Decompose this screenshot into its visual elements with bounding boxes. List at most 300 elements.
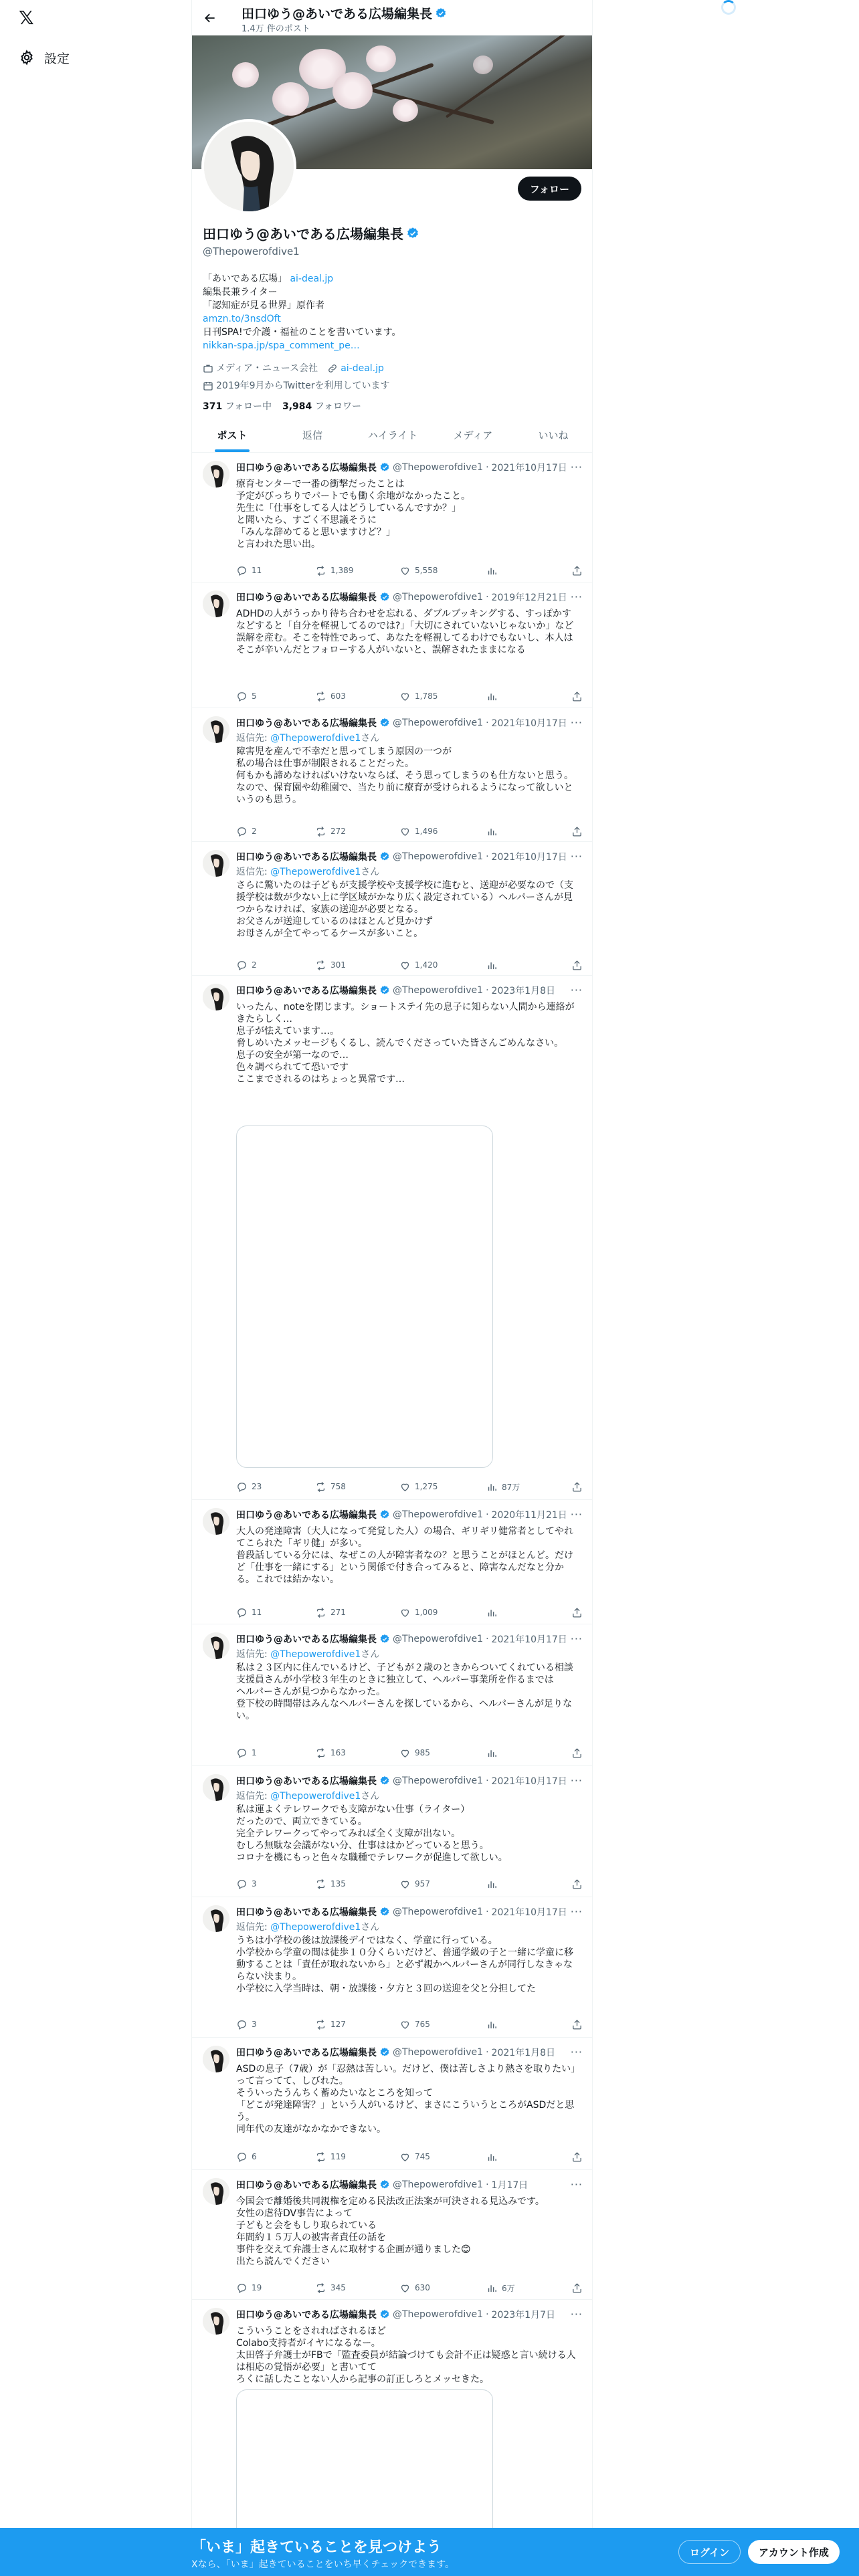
avatar-illustration [203,461,229,488]
avatar-illustration [203,2178,229,2205]
reply-suffix: さん [361,1922,380,1933]
more-options-icon[interactable]: ··· [570,2178,583,2191]
reply-button[interactable] [236,2151,315,2163]
retweet-button[interactable] [315,2019,399,2030]
tab-likes[interactable]: いいね [538,429,569,441]
reply-to-handle[interactable]: @Thepowerofdive1 [270,1791,361,1802]
tab-posts[interactable]: ポスト [192,417,272,452]
bio-link[interactable]: ai-deal.jp [290,274,334,284]
reply-button[interactable] [236,1747,315,1759]
reply-button[interactable] [236,691,315,702]
reply-context [236,1647,379,1660]
left-nav [0,0,191,2576]
tweet-avatar[interactable] [203,850,229,877]
profile-name: 田口ゆう@あいである広場編集長 [203,226,403,242]
tweet-author-handle[interactable]: @Thepowerofdive1 [393,2179,484,2190]
follow-button[interactable]: フォロー [518,177,581,201]
reply-button[interactable] [236,1879,315,1890]
tweet-avatar[interactable] [203,984,229,1010]
heart-icon [399,1747,411,1759]
avatar-illustration [203,591,229,617]
tweet-date[interactable]: 1月17日 [491,2180,529,2191]
reply-to-handle[interactable]: @Thepowerofdive1 [270,733,361,744]
heart-icon [399,1481,411,1493]
tweet-author-name[interactable]: 田口ゆう@あいである広場編集長 [236,2310,377,2321]
reply-icon [236,2151,248,2163]
like-button[interactable] [399,2282,486,2294]
more-options-icon[interactable]: ··· [570,2308,583,2321]
retweet-button[interactable] [315,565,399,576]
avatar-illustration [203,1905,229,1932]
tweet[interactable] [192,976,593,1500]
tweet-author-handle[interactable]: @Thepowerofdive1 [393,2309,484,2320]
analytics-icon [486,691,498,702]
header-post-count: 1.4万 件のポスト [242,24,310,34]
following-count: 371 [203,401,223,412]
signup-banner [0,2528,859,2576]
reply-count: 3 [252,1879,257,1889]
share-icon [571,691,583,702]
tweet-avatar[interactable] [203,461,229,488]
heart-icon [399,1607,411,1618]
reply-icon [236,691,248,702]
retweet-button[interactable] [315,691,399,702]
nav-settings[interactable] [19,47,70,68]
tweet-date[interactable]: 2021年10月17日 [491,718,567,729]
like-button[interactable] [399,1607,486,1618]
views-button[interactable] [486,826,565,837]
avatar-illustration [203,716,229,743]
like-count: 1,785 [415,691,438,701]
profile-website[interactable]: ai-deal.jp [341,363,384,374]
reply-button[interactable] [236,960,315,971]
profile-header-bar [192,0,593,35]
views-button[interactable] [486,1747,565,1759]
more-options-icon[interactable]: ··· [570,1508,583,1521]
tweet[interactable] [192,453,593,582]
tweet-author-handle[interactable]: @Thepowerofdive1 [393,851,484,862]
reply-count: 2 [252,960,257,970]
share-button[interactable] [571,826,583,837]
avatar-illustration [203,1632,229,1659]
share-icon [571,1747,583,1759]
tweet-header [236,984,583,997]
retweet-count: 345 [330,2283,346,2292]
tweet-actions [236,2018,583,2031]
followers-link[interactable] [282,399,361,413]
tweet[interactable] [192,582,593,708]
tweet-author-name[interactable]: 田口ゆう@あいである広場編集長 [236,1907,377,1918]
header-title: 田口ゆう@あいである広場編集長 [242,7,433,21]
tweet-author-handle[interactable]: @Thepowerofdive1 [393,592,484,603]
tweet-date[interactable]: 2020年11月21日 [491,1510,567,1521]
tweet-author-name[interactable]: 田口ゆう@あいである広場編集長 [236,593,377,603]
views-button[interactable] [486,1879,565,1890]
tweet[interactable] [192,1766,593,1897]
tweet[interactable] [192,842,593,976]
retweet-button[interactable] [315,826,399,837]
heart-icon [399,2282,411,2294]
tweet-header [236,1632,583,1646]
retweet-button[interactable] [315,1747,399,1759]
retweet-icon [315,2282,326,2294]
more-options-icon[interactable]: ··· [570,1774,583,1787]
share-button[interactable] [571,2282,583,2294]
retweet-icon [315,1879,326,1890]
back-button[interactable] [201,9,219,27]
tweet-header [236,716,583,730]
tweet-text: 療育センターで一番の衝撃だったことは 予定がびっちりでパートでも働く余地がなかったこと。 先生に「仕事をしてる人はどうしているんですか？」 と聞いたら、すごく不思議そうに 「みんな辞めてると思いますけど？」 と言われた思い出。 [236,479,470,550]
retweet-button[interactable] [315,2151,399,2163]
analytics-icon [486,2282,498,2294]
tweet-author-handle[interactable]: @Thepowerofdive1 [393,1509,484,1520]
tweet-author-handle[interactable]: @Thepowerofdive1 [393,462,484,473]
reply-suffix: さん [361,1791,380,1802]
share-button[interactable] [571,1481,583,1493]
bio-link[interactable]: amzn.to/3nsdOft [203,314,281,324]
heart-icon [399,1879,411,1890]
tweet[interactable] [192,1624,593,1766]
signup-button[interactable]: アカウント作成 [748,2540,840,2564]
share-button[interactable] [571,565,583,576]
views-button[interactable] [486,1607,565,1618]
share-button[interactable] [571,2151,583,2163]
signup-banner-subtitle: Xなら、「いま」起きていることをいち早くチェックできます。 [191,2559,455,2570]
more-options-icon[interactable]: ··· [570,984,583,996]
login-button[interactable]: ログイン [678,2540,741,2564]
like-button[interactable] [399,1747,486,1759]
tweet-author-name[interactable]: 田口ゆう@あいである広場編集長 [236,718,377,729]
reply-context [236,865,379,878]
reply-button[interactable] [236,1481,315,1493]
reply-count: 3 [252,2020,257,2029]
tweet-actions [236,958,583,972]
reply-icon [236,960,248,971]
tweet-avatar[interactable] [203,591,229,617]
retweet-count: 127 [330,2020,346,2029]
analytics-icon [486,1879,498,1890]
retweet-icon [315,691,326,702]
reply-context [236,1920,379,1933]
tweet-avatar[interactable] [203,2308,229,2335]
like-button[interactable] [399,691,486,702]
heart-icon [399,960,411,971]
reply-context [236,731,379,744]
profile-avatar[interactable] [201,119,296,214]
views-button[interactable] [486,2282,565,2294]
verified-badge-icon [379,1776,390,1786]
share-icon [571,2282,583,2294]
share-icon [571,1481,583,1493]
tweet-date[interactable]: 2021年10月17日 [491,1776,567,1787]
share-icon [571,1607,583,1618]
tweet-author-handle[interactable]: @Thepowerofdive1 [393,1907,484,1917]
tweet-avatar[interactable] [203,1508,229,1535]
reply-button[interactable] [236,1607,315,1618]
tweet-date[interactable]: 2023年1月7日 [491,2310,555,2321]
like-count: 745 [415,2152,430,2161]
profile-column [191,0,593,2576]
tweet-header [236,1905,583,1919]
retweet-icon [315,2019,326,2030]
tweet-author-name[interactable]: 田口ゆう@あいである広場編集長 [236,1510,377,1521]
reply-prefix: 返信先: [236,1649,268,1660]
reply-button[interactable] [236,2282,315,2294]
tweet-header [236,2308,583,2321]
analytics-icon [486,1481,498,1493]
retweet-button[interactable] [315,1879,399,1890]
tweet-author-name[interactable]: 田口ゆう@あいである広場編集長 [236,986,377,996]
tweet-actions [236,1606,583,1619]
tweet-author-name[interactable]: 田口ゆう@あいである広場編集長 [236,463,377,473]
link-icon [327,363,338,374]
reply-button[interactable] [236,2019,315,2030]
reply-icon [236,1747,248,1759]
tweet-text: 障害児を産んで不幸だと思ってしまう原因の一つが 私の場合は仕事が制限されることだった。 何もかも諦めなければいけないならば、そう思ってしまうのも仕方ないと思う。 なので、保育園や幼稚園で、当たり前に療育が受けられるようになって欲しいというのも思う。 [236,746,573,805]
following-link[interactable] [203,399,272,413]
verified-badge-icon [379,718,390,728]
reply-count: 1 [252,1748,257,1757]
like-button[interactable] [399,2151,486,2163]
like-button[interactable] [399,1481,486,1493]
heart-icon [399,2151,411,2163]
like-button[interactable] [399,565,486,576]
tweet-actions [236,2281,583,2294]
like-button[interactable] [399,2019,486,2030]
reply-suffix: さん [361,1649,380,1660]
avatar-illustration [203,1508,229,1535]
tab-highlights[interactable]: ハイライト [367,429,418,441]
views-button[interactable] [486,960,565,971]
reply-count: 23 [252,1482,262,1491]
separator-dot: · [486,2309,489,2320]
more-options-icon[interactable]: ··· [570,850,583,863]
following-label: フォロー中 [225,401,272,412]
like-count: 1,009 [415,1608,438,1617]
tweet-author-handle[interactable]: @Thepowerofdive1 [393,1634,484,1644]
tweet-author-name[interactable]: 田口ゆう@あいである広場編集長 [236,2180,377,2191]
profile-category: メディア・ニュース会社 [216,363,318,374]
profile-tabs [192,417,593,453]
tweet-media-card[interactable] [236,1125,493,1468]
more-options-icon[interactable]: ··· [570,1905,583,1918]
like-count: 1,496 [415,827,438,836]
share-button[interactable] [571,1607,583,1618]
tweet-actions [236,2150,583,2163]
verified-badge-icon [379,851,390,862]
tweet-date[interactable]: 2023年1月8日 [491,986,555,996]
tweet-text: うちは小学校の後は放課後デイではなく、学童に行っている。 小学校から学童の間は徒歩１０分くらいだけど、普通学級の子と一緒に学童に移動することは「責任が取れないから」と必ず親かヘルパーさんが同行しなきゃならない決まり。 小学校に入学当時は、朝・放課後・夕方と３回の送迎を父と分担してた [236,1935,573,1994]
tweet-date[interactable]: 2021年10月17日 [491,1634,567,1645]
reply-icon [236,565,248,576]
views-button[interactable] [486,2151,565,2163]
tweet-author-handle[interactable]: @Thepowerofdive1 [393,1776,484,1786]
tweet-avatar[interactable] [203,2178,229,2205]
retweet-button[interactable] [315,2282,399,2294]
more-options-icon[interactable]: ··· [570,716,583,729]
separator-dot: · [486,851,489,862]
tweet-actions [236,1746,583,1759]
heart-icon [399,826,411,837]
tweet-author-name[interactable]: 田口ゆう@あいである広場編集長 [236,2048,377,2058]
reply-icon [236,1607,248,1618]
share-icon [571,826,583,837]
avatar-illustration [203,984,229,1010]
separator-dot: · [486,592,489,603]
bio-line: 「認知症が見る世界」原作者 [203,300,324,311]
tweet-header [236,1508,583,1521]
share-button[interactable] [571,1747,583,1759]
reply-suffix: さん [361,733,380,744]
tweet-avatar[interactable] [203,1774,229,1801]
more-options-icon[interactable]: ··· [570,1632,583,1645]
verified-badge-icon [379,462,390,473]
retweet-count: 119 [330,2152,346,2161]
tweet[interactable] [192,2038,593,2170]
tweet-date[interactable]: 2021年1月8日 [491,2048,555,2058]
analytics-icon [486,565,498,576]
tweet-text: ADHDの人がうっかり待ち合わせを忘れる、ダブルブッキングする、すっぽかす などすると「自分を軽視してるのでは?」「大切にされていないじゃないか」など誤解を産む。そこを特性であって、あなたを軽視してるわけでもないし、本人はそこが辛いんだとフォローする人がいないと、誤解されたままになる [236,609,581,655]
tweet-author-name[interactable]: 田口ゆう@あいである広場編集長 [236,1776,377,1787]
separator-dot: · [486,2179,489,2190]
tweet-actions [236,564,583,577]
bio-line: 日刊SPA!で介護・福祉のことを書いています。 [203,327,401,338]
header-title-row [242,4,447,22]
loading-spinner-icon [721,0,736,15]
separator-dot: · [486,718,489,728]
verified-badge-icon [406,227,419,240]
analytics-icon [486,1747,498,1759]
separator-dot: · [486,2047,489,2058]
tweet-author-handle[interactable]: @Thepowerofdive1 [393,985,484,996]
like-button[interactable] [399,826,486,837]
tweet-avatar[interactable] [203,1905,229,1932]
analytics-icon [486,960,498,971]
retweet-icon [315,1607,326,1618]
calendar-icon [203,381,213,391]
retweet-button[interactable] [315,960,399,971]
separator-dot: · [486,1776,489,1786]
share-button[interactable] [571,2019,583,2030]
tweet-date[interactable]: 2021年10月17日 [491,1907,567,1918]
signup-banner-title: 「いま」起きていることを見つけよう [191,2539,442,2556]
tweet-actions [236,825,583,838]
reply-count: 2 [252,827,257,836]
retweet-icon [315,826,326,837]
tweet-text: さらに驚いたのは子どもが支援学校や支援学校に進むと、送迎が必要なので（支援学校は数が少ない上に学区域がかなり広く設定されている）ヘルパーさんが見つからなければ、家族の送迎が必要となる。 お父さんが送迎しているのはほとんど見かけず お母さんが全てやってるケースが多いこと。 [236,880,573,939]
views-button[interactable] [486,691,565,702]
share-button[interactable] [571,691,583,702]
bio-line: 編集長兼ライター [203,287,278,298]
retweet-button[interactable] [315,1607,399,1618]
tweet-avatar[interactable] [203,716,229,743]
tweet-author-name[interactable]: 田口ゆう@あいである広場編集長 [236,852,377,863]
retweet-count: 271 [330,1608,346,1617]
reply-prefix: 返信先: [236,867,268,877]
retweet-button[interactable] [315,1481,399,1493]
tweet[interactable] [192,1500,593,1624]
tweet[interactable] [192,708,593,842]
retweet-icon [315,1481,326,1493]
reply-to-handle[interactable]: @Thepowerofdive1 [270,1649,361,1660]
tweet-author-handle[interactable]: @Thepowerofdive1 [393,2047,484,2058]
tweet[interactable] [192,2170,593,2300]
reply-to-handle[interactable]: @Thepowerofdive1 [270,867,361,877]
follow-stats [203,399,583,413]
more-options-icon[interactable]: ··· [570,591,583,603]
retweet-icon [315,565,326,576]
avatar-illustration [204,122,294,211]
like-count: 765 [415,2020,430,2029]
more-options-icon[interactable]: ··· [570,461,583,473]
share-button[interactable] [571,960,583,971]
verified-badge-icon [379,2179,390,2190]
verified-badge-icon [379,592,390,603]
tweet-author-handle[interactable]: @Thepowerofdive1 [393,718,484,728]
reply-context [236,1789,379,1802]
tweet-avatar[interactable] [203,2046,229,2072]
tweet-actions [236,1877,583,1891]
reply-to-handle[interactable]: @Thepowerofdive1 [270,1922,361,1933]
tweet-header [236,461,583,474]
tweet-text: いったん、noteを閉じます。ショートステイ先の息子に知らない人間から連絡がきたらしく… 息子が怯えています…。 脅しめいたメッセージもくるし、読んでくださっていた皆さんごめんなさい。 息子の安全が第一なので… 色々調べられてて恐いです ここまでされるのはちょっと異常です… [236,1002,575,1085]
share-button[interactable] [571,1879,583,1890]
separator-dot: · [486,1509,489,1520]
views-button[interactable] [486,565,565,576]
bio-link[interactable]: nikkan-spa.jp/spa_comment_pe… [203,340,360,351]
profile-joined: 2019年9月からTwitterを利用しています [216,381,390,391]
reply-icon [236,2019,248,2030]
followers-label: フォロワー [314,401,362,412]
verified-badge-icon [379,2047,390,2058]
tab-replies[interactable]: 返信 [302,429,322,441]
retweet-icon [315,1747,326,1759]
profile-meta [203,362,583,393]
like-button[interactable] [399,960,486,971]
like-count: 957 [415,1879,430,1889]
heart-icon [399,691,411,702]
reply-button[interactable] [236,565,315,576]
views-button[interactable] [486,1481,565,1493]
tweet-text: ASDの息子（7歳）が「忍熱は苦しい。だけど、僕は苦しさより熱さを取りたい」って言ってて、しびれた。 そういったうんちく蓄めたいなところを知って 「どこが発達障害？」という人がいるけど、まさにこういうところがASDだと思う。 同年代の友達がなかなかできない。 [236,2064,581,2135]
tweet-text: こういうことをされればされるほど Colabo支持者がイヤになるなー。 太田啓子弁護士がFBで「監査委員が結論づけても会計不正は疑惑と言い続ける人は相応の覚悟が必要」と書いてて ろくに話したことない人から記事の訂正しろとメッセきた。 [236,2326,576,2385]
tweet-date[interactable]: 2021年10月17日 [491,463,567,473]
tweet-actions [236,689,583,703]
views-button[interactable] [486,2019,565,2030]
reply-button[interactable] [236,826,315,837]
tweet-date[interactable]: 2019年12月21日 [491,593,567,603]
share-icon [571,565,583,576]
tab-media[interactable]: メディア [453,429,493,441]
retweet-count: 1,389 [330,566,354,575]
analytics-icon [486,826,498,837]
x-logo-icon[interactable]: 𝕏 [19,7,34,29]
reply-icon [236,1481,248,1493]
like-button[interactable] [399,1879,486,1890]
tweet[interactable] [192,1897,593,2038]
more-options-icon[interactable]: ··· [570,2046,583,2058]
tweet-author-name[interactable]: 田口ゆう@あいである広場編集長 [236,1634,377,1645]
tweet-avatar[interactable] [203,1632,229,1659]
share-icon [571,1879,583,1890]
profile-info [203,223,583,413]
heart-icon [399,2019,411,2030]
retweet-count: 135 [330,1879,346,1889]
separator-dot: · [486,462,489,473]
tweet-date[interactable]: 2021年10月17日 [491,852,567,863]
verified-badge-icon [379,1634,390,1644]
like-count: 5,558 [415,566,438,575]
